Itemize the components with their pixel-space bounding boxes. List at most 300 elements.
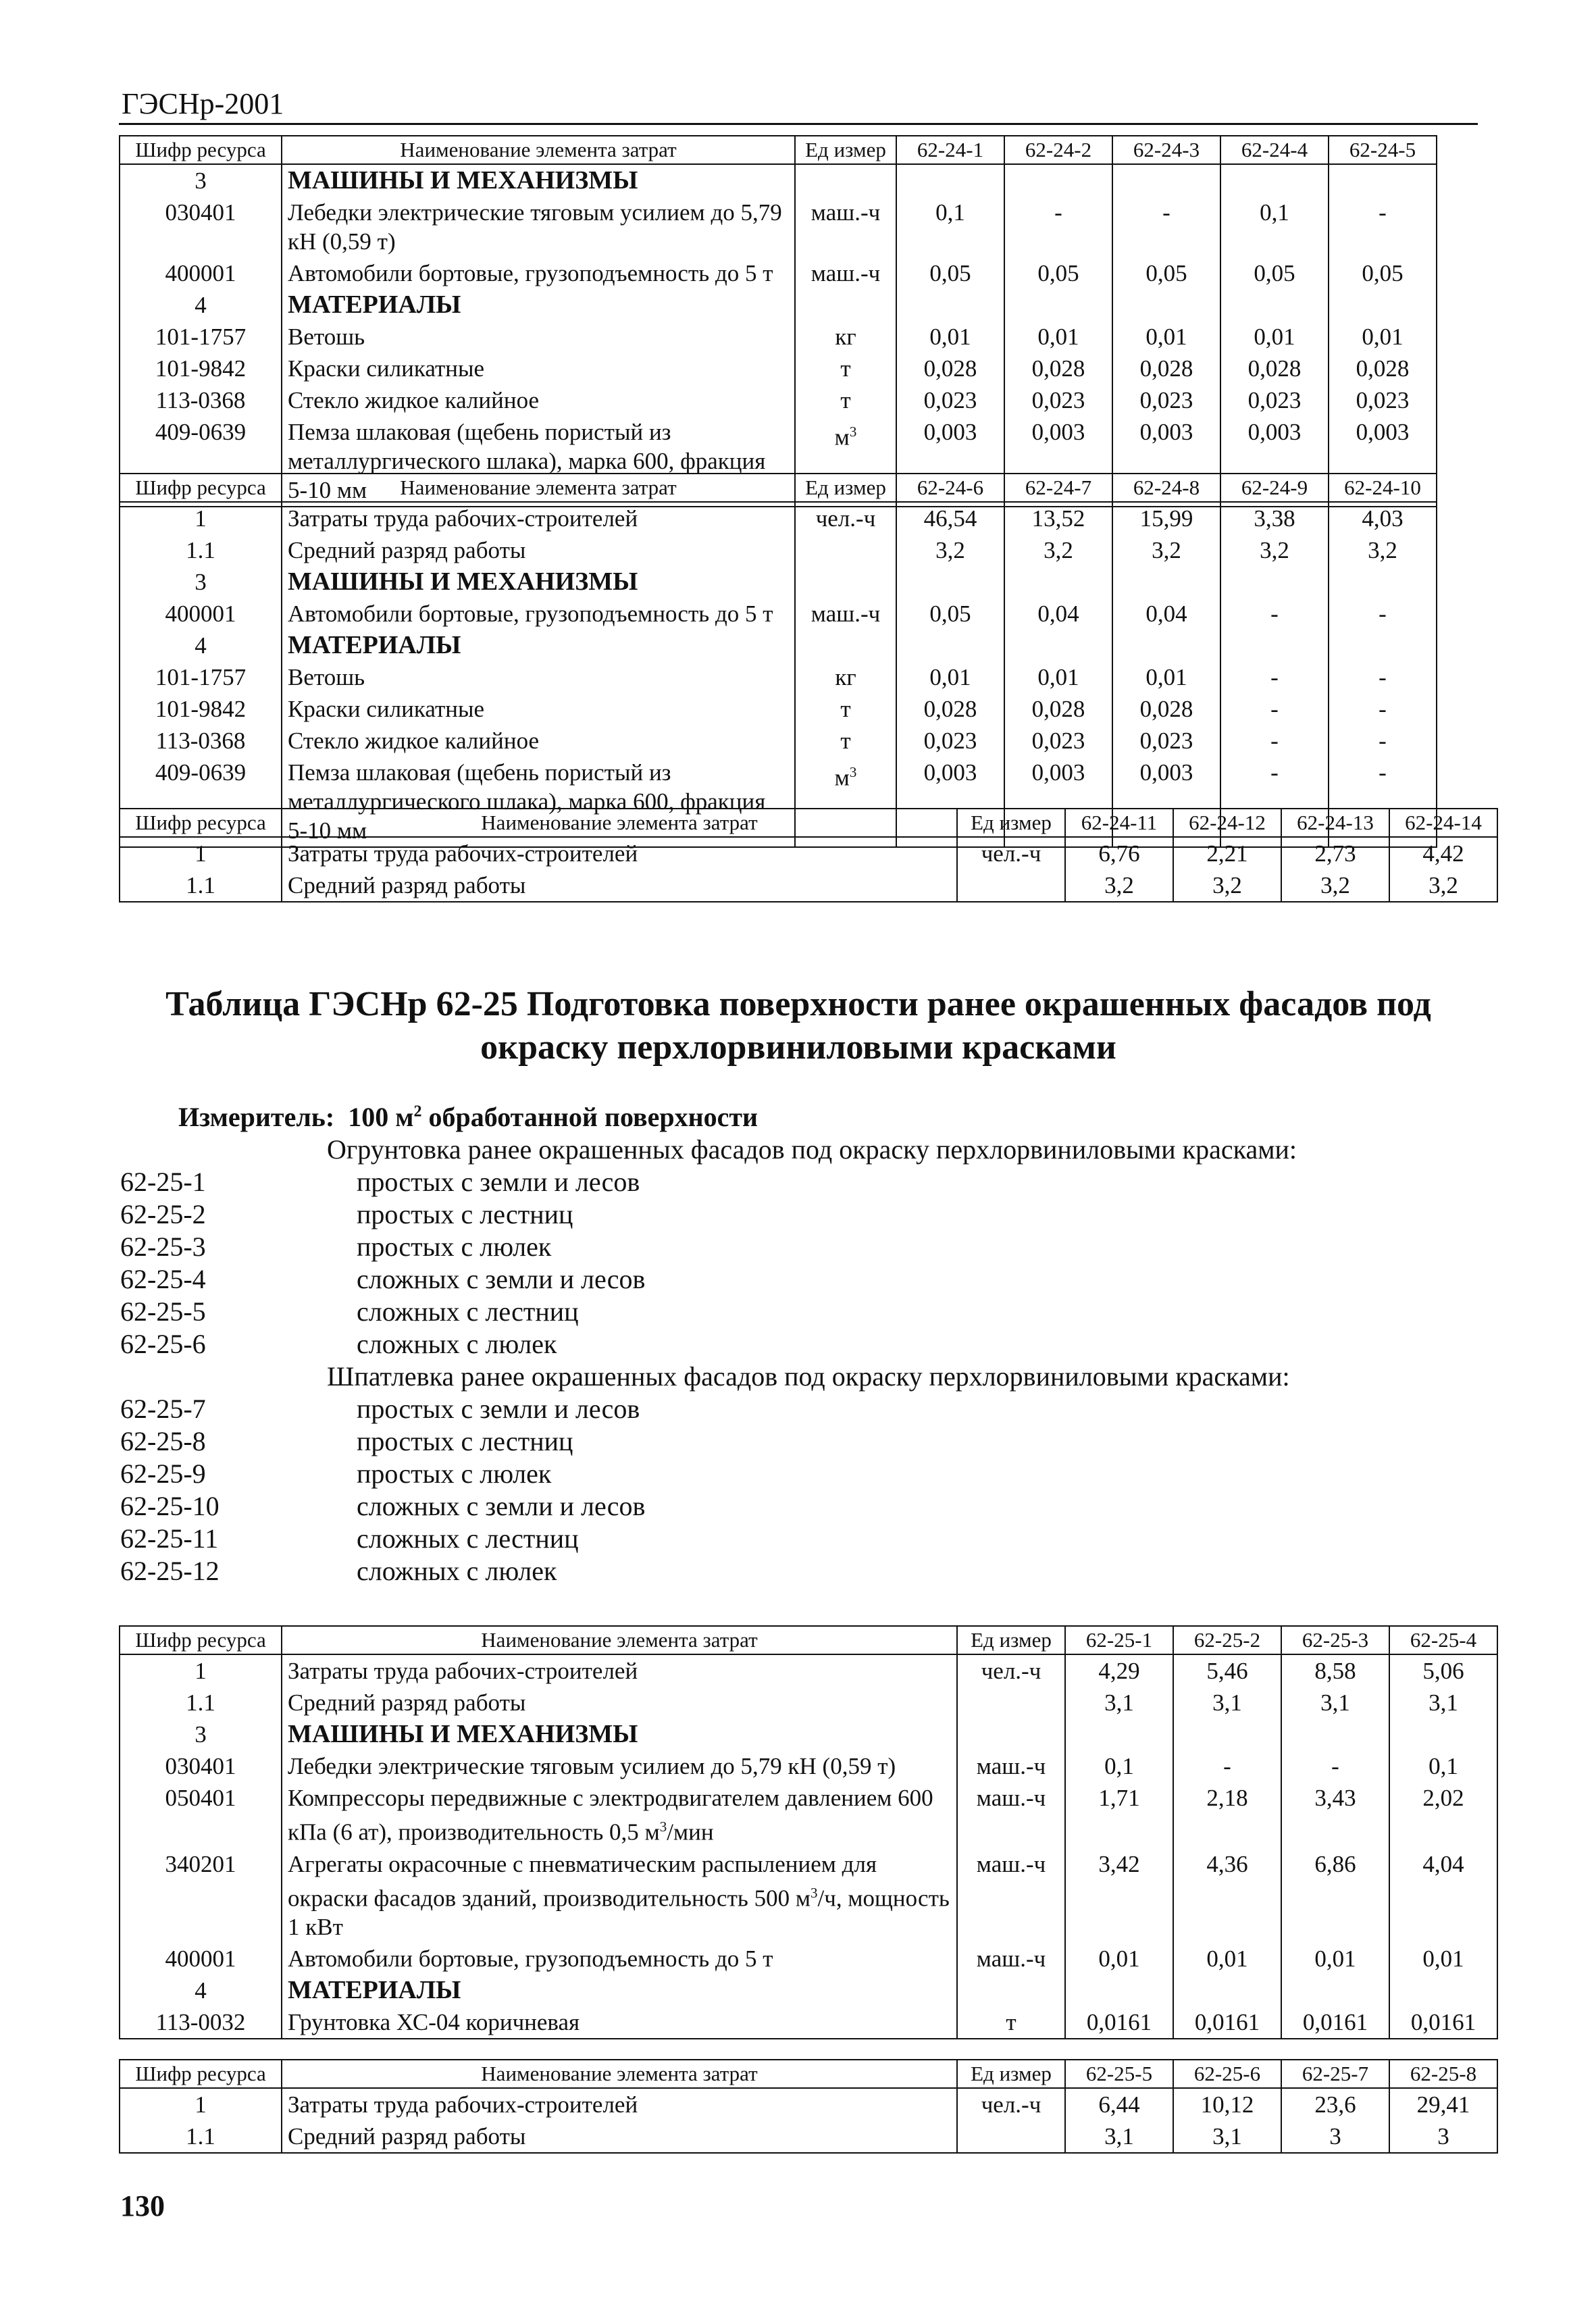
table-row (120, 598, 1437, 630)
table-header-row (120, 474, 1437, 502)
value-cell: 3,1 (1173, 2120, 1281, 2153)
value-cell: 0,01 (1065, 1943, 1173, 1975)
value-cell: 15,99 (1112, 502, 1220, 534)
header-rule (119, 123, 1478, 125)
table-row (120, 1943, 1497, 1975)
column-header: Шифр ресурса (120, 136, 282, 164)
operation-description: простых с земли и лесов (357, 1394, 640, 1424)
unit-cell: т (795, 725, 896, 757)
column-header: 62-24-3 (1112, 136, 1220, 164)
value-cell: 0,01 (1389, 1943, 1497, 1975)
resource-code: 030401 (120, 197, 282, 257)
cost-element-name: Стекло жидкое калийное (282, 384, 795, 416)
operation-description: простых с люлек (357, 1231, 552, 1262)
value-cell: - (1220, 725, 1329, 757)
table-row (120, 1750, 1497, 1782)
column-header: Ед измер (957, 809, 1065, 837)
column-header: 62-24-6 (896, 474, 1004, 502)
column-header: 62-25-5 (1065, 2060, 1173, 2088)
unit-cell (957, 1687, 1065, 1719)
column-header: 62-24-2 (1004, 136, 1112, 164)
resource-code: 400001 (120, 257, 282, 289)
column-header: 62-25-8 (1389, 2060, 1497, 2088)
resource-code: 101-1757 (120, 661, 282, 693)
unit-cell (957, 1975, 1065, 2006)
value-cell: 0,023 (1220, 384, 1329, 416)
resource-table-62-25-1-4 (119, 1625, 1498, 2039)
value-cell: 0,023 (1004, 725, 1112, 757)
value-cell: 3,1 (1281, 1687, 1389, 1719)
operation-description: сложных с лестниц (357, 1296, 579, 1327)
operation-group-heading: Огрунтовка ранее окрашенных фасадов под окраску перхлорвиниловыми красками: (327, 1134, 1297, 1165)
value-cell (896, 164, 1004, 197)
resource-table-62-24-6-10 (119, 473, 1437, 848)
operation-group-heading: Шпатлевка ранее окрашенных фасадов под окраску перхлорвиниловыми красками: (327, 1361, 1290, 1392)
resource-code: 113-0032 (120, 2006, 282, 2039)
cost-element-name: Пемза шлаковая (щебень пористый из металлургического шлака), марка 600, фракция 5-10 мм (282, 416, 795, 507)
value-cell (1004, 289, 1112, 321)
value-cell: 0,028 (896, 353, 1004, 384)
column-header: Наименование элемента затрат (282, 1626, 957, 1654)
value-cell: 0,01 (1112, 321, 1220, 353)
resource-code: 4 (120, 630, 282, 661)
table-row (120, 869, 1497, 902)
column-header: 62-24-7 (1004, 474, 1112, 502)
value-cell: 0,0161 (1389, 2006, 1497, 2039)
value-cell: - (1281, 1750, 1389, 1782)
value-cell: 0,003 (1329, 416, 1437, 507)
table-row (120, 257, 1437, 289)
measure-sup: 2 (413, 1102, 422, 1121)
value-cell (1329, 164, 1437, 197)
unit-cell (795, 534, 896, 566)
measure-value: 100 м (348, 1102, 414, 1132)
value-cell: 3,38 (1220, 502, 1329, 534)
column-header: 62-24-5 (1329, 136, 1437, 164)
value-cell: 2,02 (1389, 1782, 1497, 1848)
table-row (120, 2006, 1497, 2039)
resource-code: 409-0639 (120, 757, 282, 847)
value-cell: - (1220, 661, 1329, 693)
value-cell: 0,05 (896, 257, 1004, 289)
table-row (120, 1719, 1497, 1750)
column-header: 62-25-7 (1281, 2060, 1389, 2088)
value-cell: 4,29 (1065, 1654, 1173, 1687)
column-header: Ед измер (957, 2060, 1065, 2088)
value-cell: 3,1 (1173, 1687, 1281, 1719)
value-cell: 3,2 (896, 534, 1004, 566)
value-cell (896, 630, 1004, 661)
value-cell: 23,6 (1281, 2088, 1389, 2120)
operation-description: простых с лестниц (357, 1426, 573, 1456)
operation-description: сложных с люлек (357, 1329, 557, 1359)
value-cell: 6,76 (1065, 837, 1173, 869)
unit-cell: т (957, 2006, 1065, 2039)
value-cell: - (1329, 725, 1437, 757)
value-cell: - (1220, 693, 1329, 725)
value-cell (896, 566, 1004, 598)
table-row (120, 384, 1437, 416)
column-header: 62-24-8 (1112, 474, 1220, 502)
column-header: 62-24-14 (1389, 809, 1497, 837)
operation-description: сложных с люлек (357, 1556, 557, 1586)
value-cell (1065, 1975, 1173, 2006)
cost-element-name: МАТЕРИАЛЫ (282, 630, 795, 661)
value-cell: 0,01 (1220, 321, 1329, 353)
cost-element-name: МАШИНЫ И МЕХАНИЗМЫ (282, 1719, 957, 1750)
value-cell: 0,003 (1004, 757, 1112, 847)
operation-code: 62-25-3 (120, 1231, 206, 1262)
value-cell: 3,42 (1065, 1848, 1173, 1943)
operation-code: 62-25-4 (120, 1264, 206, 1294)
measure-unit (178, 1101, 758, 1133)
value-cell (1220, 289, 1329, 321)
resource-code: 400001 (120, 598, 282, 630)
resource-code: 1.1 (120, 2120, 282, 2153)
column-header: 62-24-4 (1220, 136, 1329, 164)
table-row (120, 725, 1437, 757)
cost-element-name: Затраты труда рабочих-строителей (282, 2088, 957, 2120)
value-cell: 0,1 (1389, 1750, 1497, 1782)
cost-element-name: Стекло жидкое калийное (282, 725, 795, 757)
table-row (120, 837, 1497, 869)
column-header: 62-25-6 (1173, 2060, 1281, 2088)
value-cell: 3,2 (1281, 869, 1389, 902)
value-cell: 0,023 (1112, 725, 1220, 757)
value-cell: - (1220, 757, 1329, 847)
value-cell: 1,71 (1065, 1782, 1173, 1848)
table-row (120, 197, 1437, 257)
value-cell: - (1173, 1750, 1281, 1782)
table-header-row (120, 2060, 1497, 2088)
resource-code: 1 (120, 502, 282, 534)
value-cell: 0,01 (1004, 661, 1112, 693)
value-cell (1173, 1975, 1281, 2006)
value-cell: 0,003 (1220, 416, 1329, 507)
column-header: Наименование элемента затрат (282, 136, 795, 164)
operation-code: 62-25-11 (120, 1523, 219, 1554)
operation-code: 62-25-12 (120, 1556, 220, 1586)
value-cell: 13,52 (1004, 502, 1112, 534)
unit-cell: маш.-ч (957, 1750, 1065, 1782)
unit-cell: $м^3$ (795, 757, 896, 847)
cost-element-name: Затраты труда рабочих-строителей (282, 837, 957, 869)
resource-code: 050401 (120, 1782, 282, 1848)
unit-cell: чел.-ч (795, 502, 896, 534)
resource-code: 340201 (120, 1848, 282, 1943)
value-cell (1004, 566, 1112, 598)
value-cell: 0,04 (1004, 598, 1112, 630)
resource-code: 400001 (120, 1943, 282, 1975)
value-cell: 0,023 (896, 725, 1004, 757)
operation-description: сложных с земли и лесов (357, 1264, 646, 1294)
operation-code: 62-25-1 (120, 1167, 206, 1197)
column-header: Шифр ресурса (120, 1626, 282, 1654)
table-row (120, 1975, 1497, 2006)
value-cell: 4,36 (1173, 1848, 1281, 1943)
table-row (120, 289, 1437, 321)
page-number: 130 (120, 2189, 165, 2222)
unit-cell: т (795, 353, 896, 384)
cost-element-name: МАТЕРИАЛЫ (282, 1975, 957, 2006)
column-header: 62-24-13 (1281, 809, 1389, 837)
value-cell: 0,05 (896, 598, 1004, 630)
unit-cell: кг (795, 321, 896, 353)
resource-code: 1 (120, 2088, 282, 2120)
value-cell: 0,1 (1065, 1750, 1173, 1782)
cost-element-name: Лебедки электрические тяговым усилием до 5,79 кН (0,59 т) (282, 197, 795, 257)
table-row (120, 661, 1437, 693)
value-cell: - (1329, 197, 1437, 257)
resource-code: 4 (120, 1975, 282, 2006)
value-cell (1329, 566, 1437, 598)
unit-cell: маш.-ч (957, 1943, 1065, 1975)
value-cell: 3,2 (1112, 534, 1220, 566)
table-row (120, 502, 1437, 534)
value-cell (1004, 164, 1112, 197)
value-cell: 0,01 (1173, 1943, 1281, 1975)
value-cell: 4,42 (1389, 837, 1497, 869)
resource-table-62-24-11-14 (119, 808, 1498, 903)
value-cell: 0,1 (1220, 197, 1329, 257)
value-cell: 46,54 (896, 502, 1004, 534)
column-header: 62-24-9 (1220, 474, 1329, 502)
column-header: 62-25-2 (1173, 1626, 1281, 1654)
resource-code: 113-0368 (120, 384, 282, 416)
value-cell: 0,028 (1004, 693, 1112, 725)
table-title: Таблица ГЭСНр 62-25 Подготовка поверхности ранее окрашенных фасадов под окраску перхлорвиниловыми красками (165, 985, 1431, 1067)
value-cell: 0,003 (1112, 757, 1220, 847)
value-cell: 0,05 (1329, 257, 1437, 289)
cost-element-name: Автомобили бортовые, грузоподъемность до 5 т (282, 1943, 957, 1975)
cost-element-name: Ветошь (282, 661, 795, 693)
resource-code: 1.1 (120, 869, 282, 902)
value-cell (1173, 1719, 1281, 1750)
column-header: 62-24-1 (896, 136, 1004, 164)
value-cell: 29,41 (1389, 2088, 1497, 2120)
table-row (120, 534, 1437, 566)
value-cell: 3,1 (1389, 1687, 1497, 1719)
cost-element-name: Краски силикатные (282, 693, 795, 725)
resource-table-62-25-5-8 (119, 2059, 1498, 2154)
value-cell (1112, 289, 1220, 321)
resource-code: 1 (120, 1654, 282, 1687)
cost-element-name: Компрессоры передвижные с электродвигателем давлением 600 кПа (6 ат), производительность 0,5 $м^3$/мин (282, 1782, 957, 1848)
cost-element-name: Средний разряд работы (282, 534, 795, 566)
table-header-row (120, 809, 1497, 837)
cost-element-name: Средний разряд работы (282, 869, 957, 902)
value-cell (1329, 630, 1437, 661)
column-header: Шифр ресурса (120, 809, 282, 837)
column-header: 62-24-11 (1065, 809, 1173, 837)
table-row (120, 1782, 1497, 1848)
resource-code: 101-9842 (120, 353, 282, 384)
resource-code: 113-0368 (120, 725, 282, 757)
value-cell (1065, 1719, 1173, 1750)
resource-table-62-24-1-5 (119, 135, 1437, 507)
unit-cell: т (795, 693, 896, 725)
value-cell: 3,43 (1281, 1782, 1389, 1848)
column-header: 62-25-3 (1281, 1626, 1389, 1654)
unit-cell (957, 869, 1065, 902)
operation-description: простых с лестниц (357, 1199, 573, 1229)
value-cell (1220, 164, 1329, 197)
column-header: 62-24-12 (1173, 809, 1281, 837)
operation-description: простых с люлек (357, 1458, 552, 1489)
value-cell (1389, 1719, 1497, 1750)
resource-code: 030401 (120, 1750, 282, 1782)
value-cell: 2,21 (1173, 837, 1281, 869)
unit-cell: кг (795, 661, 896, 693)
cost-element-name: МАШИНЫ И МЕХАНИЗМЫ (282, 566, 795, 598)
unit-cell (795, 164, 896, 197)
operation-code: 62-25-10 (120, 1491, 220, 1521)
column-header: Ед измер (957, 1626, 1065, 1654)
table-header-row (120, 136, 1437, 164)
value-cell: 0,028 (1220, 353, 1329, 384)
resource-code: 101-1757 (120, 321, 282, 353)
operation-code: 62-25-7 (120, 1394, 206, 1424)
value-cell: 3,2 (1173, 869, 1281, 902)
unit-cell (795, 630, 896, 661)
value-cell: 0,04 (1112, 598, 1220, 630)
value-cell (1329, 289, 1437, 321)
cost-element-name: Грунтовка ХС-04 коричневая (282, 2006, 957, 2039)
column-header: Наименование элемента затрат (282, 809, 957, 837)
value-cell: 2,73 (1281, 837, 1389, 869)
column-header: Шифр ресурса (120, 2060, 282, 2088)
value-cell: 0,01 (896, 321, 1004, 353)
cost-element-name: Затраты труда рабочих-строителей (282, 1654, 957, 1687)
resource-code: 101-9842 (120, 693, 282, 725)
value-cell: 0,01 (896, 661, 1004, 693)
operation-code: 62-25-5 (120, 1296, 206, 1327)
resource-code: 4 (120, 289, 282, 321)
table-row (120, 2120, 1497, 2153)
value-cell: 0,028 (896, 693, 1004, 725)
cost-element-name: Средний разряд работы (282, 2120, 957, 2153)
value-cell (1112, 566, 1220, 598)
unit-cell (795, 566, 896, 598)
unit-cell (795, 289, 896, 321)
value-cell: 3,2 (1329, 534, 1437, 566)
value-cell: - (1329, 757, 1437, 847)
table-row (120, 693, 1437, 725)
operation-description: сложных с лестниц (357, 1523, 579, 1554)
value-cell: 0,023 (1329, 384, 1437, 416)
value-cell: 3,2 (1389, 869, 1497, 902)
value-cell: 10,12 (1173, 2088, 1281, 2120)
value-cell (1112, 164, 1220, 197)
operation-code: 62-25-6 (120, 1329, 206, 1359)
operation-description: простых с земли и лесов (357, 1167, 640, 1197)
resource-code: 1.1 (120, 534, 282, 566)
unit-cell: чел.-ч (957, 837, 1065, 869)
value-cell: 6,86 (1281, 1848, 1389, 1943)
value-cell: 3,2 (1004, 534, 1112, 566)
value-cell (1281, 1975, 1389, 2006)
value-cell: 0,0161 (1281, 2006, 1389, 2039)
unit-cell: $м^3$ (795, 416, 896, 507)
value-cell: 3,1 (1065, 1687, 1173, 1719)
resource-code: 3 (120, 164, 282, 197)
operation-code: 62-25-2 (120, 1199, 206, 1229)
value-cell: 0,023 (1004, 384, 1112, 416)
value-cell: 0,028 (1004, 353, 1112, 384)
cost-element-name: Автомобили бортовые, грузоподъемность до 5 т (282, 598, 795, 630)
value-cell: 0,0161 (1065, 2006, 1173, 2039)
value-cell: 5,46 (1173, 1654, 1281, 1687)
value-cell: 0,003 (896, 416, 1004, 507)
cost-element-name: Агрегаты окрасочные с пневматическим распылением для окраски фасадов зданий, производительность 500 $м^3/ч$, мощность 1 кВт (282, 1848, 957, 1943)
value-cell (1004, 630, 1112, 661)
unit-cell (957, 2120, 1065, 2153)
unit-cell: маш.-ч (957, 1848, 1065, 1943)
value-cell (1389, 1975, 1497, 2006)
unit-cell: чел.-ч (957, 1654, 1065, 1687)
unit-cell (957, 1719, 1065, 1750)
value-cell: 6,44 (1065, 2088, 1173, 2120)
measure-label: Измеритель: (178, 1102, 335, 1132)
value-cell: 0,01 (1004, 321, 1112, 353)
table-row (120, 353, 1437, 384)
value-cell: 3,2 (1220, 534, 1329, 566)
cost-element-name: МАШИНЫ И МЕХАНИЗМЫ (282, 164, 795, 197)
unit-cell: чел.-ч (957, 2088, 1065, 2120)
value-cell (1281, 1719, 1389, 1750)
column-header: Наименование элемента затрат (282, 2060, 957, 2088)
value-cell: - (1329, 693, 1437, 725)
table-header-row (120, 1626, 1497, 1654)
value-cell: 2,18 (1173, 1782, 1281, 1848)
column-header: 62-25-1 (1065, 1626, 1173, 1654)
value-cell: - (1329, 598, 1437, 630)
unit-cell: маш.-ч (957, 1782, 1065, 1848)
cost-element-name: Автомобили бортовые, грузоподъемность до 5 т (282, 257, 795, 289)
value-cell: 0,003 (896, 757, 1004, 847)
value-cell: 0,023 (1112, 384, 1220, 416)
unit-cell: маш.-ч (795, 197, 896, 257)
doc-header-code: ГЭСНр-2001 (122, 87, 284, 120)
value-cell: 0,05 (1112, 257, 1220, 289)
cost-element-name: Пемза шлаковая (щебень пористый из металлургического шлака), марка 600, фракция 5-10 мм (282, 757, 795, 847)
operation-code: 62-25-9 (120, 1458, 206, 1489)
value-cell: 0,01 (1329, 321, 1437, 353)
value-cell: - (1220, 598, 1329, 630)
column-header: Ед измер (795, 474, 896, 502)
unit-cell: маш.-ч (795, 598, 896, 630)
cost-element-name: Затраты труда рабочих-строителей (282, 502, 795, 534)
cost-element-name: Лебедки электрические тяговым усилием до 5,79 кН (0,59 т) (282, 1750, 957, 1782)
resource-code: 1 (120, 837, 282, 869)
table-row (120, 321, 1437, 353)
value-cell: 3,1 (1065, 2120, 1173, 2153)
value-cell (1220, 630, 1329, 661)
value-cell (896, 289, 1004, 321)
cost-element-name: МАТЕРИАЛЫ (282, 289, 795, 321)
value-cell: 0,023 (896, 384, 1004, 416)
table-row (120, 1687, 1497, 1719)
value-cell: 8,58 (1281, 1654, 1389, 1687)
value-cell: - (1004, 197, 1112, 257)
value-cell: - (1329, 661, 1437, 693)
cost-element-name: Краски силикатные (282, 353, 795, 384)
value-cell: 0,01 (1281, 1943, 1389, 1975)
value-cell (1220, 566, 1329, 598)
cost-element-name: Средний разряд работы (282, 1687, 957, 1719)
unit-cell: маш.-ч (795, 257, 896, 289)
table-row (120, 630, 1437, 661)
